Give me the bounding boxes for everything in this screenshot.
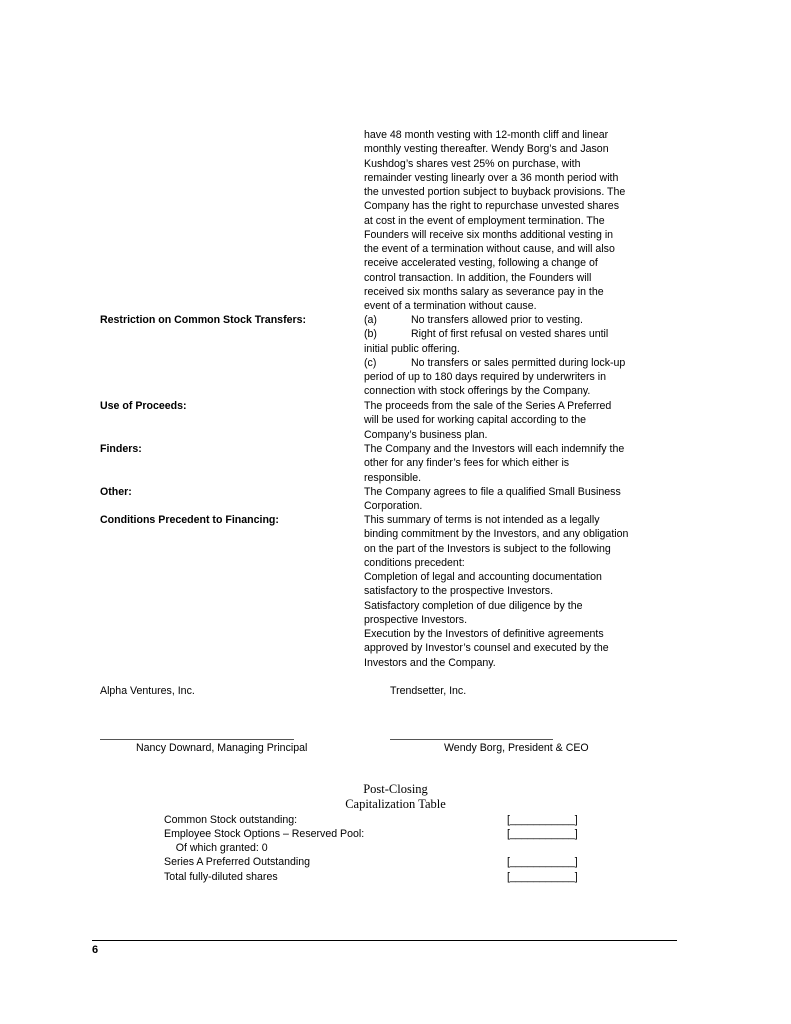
list-marker: (b) [364,328,377,341]
list-marker: (c) [364,356,377,369]
term-label: Conditions Precedent to Financing: [100,514,279,526]
signer-name-right: Wendy Borg, President & CEO [444,742,589,754]
text-line: approved by Investor’s counsel and executed by the [364,642,609,655]
cap-row-label: Common Stock outstanding: [164,814,298,826]
text-line: conditions precedent: [364,556,465,569]
cap-row-label: Employee Stock Options – Reserved Pool: [164,828,365,840]
text-line: Company has the right to repurchase unvested shares [364,200,619,213]
text-line: received six months salary as severance pay in the [364,285,604,298]
text-line: This summary of terms is not intended as a legally [364,514,600,526]
text-line: receive accelerated vesting, following a change of [364,257,598,270]
signature-company-right: Trendsetter, Inc. [390,685,467,697]
text-line: satisfactory to the prospective Investors. [364,585,554,598]
cap-table-title-line1: Post-Closing [363,782,428,796]
text-line: The Company agrees to file a qualified Small Business [364,486,621,498]
signature-line-right [390,739,553,740]
signature-line-left [100,739,294,740]
term-label: Restriction on Common Stock Transfers: [100,314,307,326]
signer-name-left: Nancy Downard, Managing Principal [136,742,308,754]
text-line: binding commitment by the Investors, and any obligation [364,528,629,541]
text-line: monthly vesting thereafter. Wendy Borg’s and Jason [364,143,609,156]
page-number: 6 [92,944,99,956]
list-text: No transfers or sales permitted during lock-up [411,356,626,369]
list-text: Right of first refusal on vested shares until [411,328,609,341]
term-value [364,313,664,399]
text-line: Execution by the Investors of definitive agreements [364,628,604,640]
text-line: event of a termination without cause. [364,300,537,312]
text-line: connection with stock offerings by the Company. [364,385,591,398]
term-label: Use of Proceeds: [100,400,187,412]
text-line: will be used for working capital according to the [364,414,586,427]
signature-company-left: Alpha Ventures, Inc. [100,685,195,697]
cap-row-value: [___________] [507,871,578,883]
text-line: period of up to 180 days required by underwriters in [364,371,607,383]
text-line: at cost in the event of employment termination. The [364,214,605,227]
text-line: The proceeds from the sale of the Series A Preferred [364,400,612,412]
term-label: Finders: [100,443,142,455]
text-line: prospective Investors. [364,613,468,626]
text-line: on the part of the Investors is subject to the following [364,542,611,555]
text-line: Completion of legal and accounting documentation [364,571,602,583]
list-item [364,327,664,341]
list-item [364,356,664,370]
term-value [364,442,664,485]
cap-row-value: [___________] [507,828,578,840]
vesting-continuation-text [364,128,664,313]
term-value [364,485,664,514]
text-line: remainder vesting linearly over a 36 month period with [364,171,619,184]
text-line: Founders will receive six months additional vesting in [364,228,614,241]
cap-table-title-line2: Capitalization Table [345,797,446,811]
term-value [364,399,664,442]
cap-row-label: Total fully-diluted shares [164,871,278,883]
text-line: the event of a termination without cause, and will also [364,243,615,255]
term-label: Other: [100,486,132,498]
cap-row-value: [___________] [507,814,578,826]
text-line: the unvested portion subject to buyback provisions. The [364,186,626,198]
text-line: Company’s business plan. [364,428,488,441]
text-line: other for any finder’s fees for which either is [364,457,570,470]
text-line: Investors and the Company. [364,656,496,669]
list-marker: (a) [364,314,377,326]
text-line: responsible. [364,471,422,484]
text-line: initial public offering. [364,342,460,355]
text-line: Corporation. [364,500,423,513]
text-line: control transaction. In addition, the Founders will [364,271,592,284]
footer-rule [92,940,677,941]
text-line: The Company and the Investors will each indemnify the [364,443,625,455]
text-line: Satisfactory completion of due diligence by the [364,599,583,612]
text-line: have 48 month vesting with 12-month cliff and linear [364,129,609,141]
cap-row-value: [___________] [507,856,578,868]
cap-row-label: Of which granted: 0 [164,842,268,854]
cap-row-label: Series A Preferred Outstanding [164,856,311,868]
list-text: No transfers allowed prior to vesting. [411,314,583,326]
list-item [364,313,664,327]
term-value [364,513,664,670]
text-line: Kushdog’s shares vest 25% on purchase, with [364,157,581,170]
